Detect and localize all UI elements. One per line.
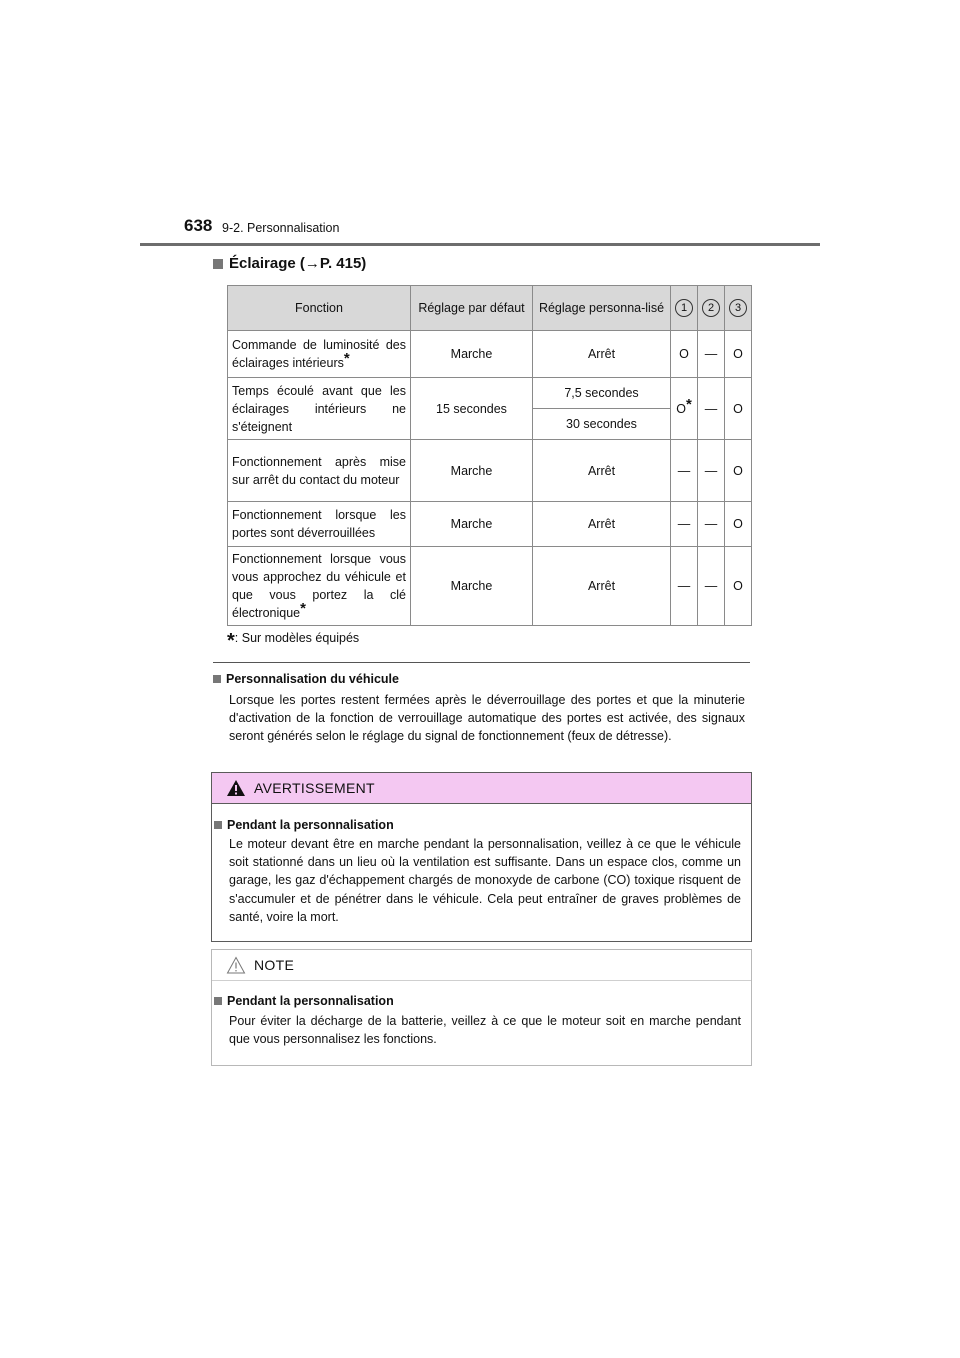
row-col-1: O	[671, 331, 698, 378]
row-col-2: —	[698, 547, 725, 626]
row-custom-option: 7,5 secondes	[533, 378, 671, 409]
row-function: Temps écoulé avant que les éclairages intérieurs ne s'éteignent	[228, 378, 411, 440]
row-default: Marche	[411, 440, 533, 502]
row-default: Marche	[411, 331, 533, 378]
asterisk-mark: *	[300, 600, 306, 617]
square-bullet-icon	[214, 997, 222, 1005]
row-custom: Arrêt	[533, 547, 671, 626]
row-col-3: O	[725, 331, 752, 378]
caution-triangle-icon	[226, 956, 246, 974]
section-heading	[213, 255, 366, 272]
row-col-3: O	[725, 378, 752, 440]
row-col-3: O	[725, 547, 752, 626]
header-col-1	[671, 286, 698, 331]
square-bullet-icon	[213, 675, 221, 683]
square-bullet-icon	[214, 821, 222, 829]
row-custom-option: 30 secondes	[533, 409, 671, 440]
footnote	[227, 630, 359, 653]
row-function: Commande de luminosité des éclairages intérieurs*	[228, 331, 411, 378]
warning-header	[212, 773, 751, 804]
footnote-asterisk: *	[227, 630, 235, 652]
note-text: Pour éviter la décharge de la batterie, veillez à ce que le moteur soit en marche pendant que vous personnalisez les fonctions.	[229, 1014, 741, 1047]
circled-number-1: 1	[675, 299, 693, 317]
row-col-2: —	[698, 331, 725, 378]
chapter-title: 9-2. Personnalisation	[222, 221, 340, 235]
table-row	[228, 378, 752, 409]
row-default: 15 secondes	[411, 378, 533, 440]
row-function: Fonctionnement lorsque les portes sont déverrouillées	[228, 502, 411, 547]
table-header-row	[228, 286, 752, 331]
row-custom: Arrêt	[533, 440, 671, 502]
page-number: 638	[184, 216, 213, 235]
circled-number-2: 2	[702, 299, 720, 317]
header-col-3	[725, 286, 752, 331]
row-function: Fonctionnement lorsque vous vous approchez du véhicule et que vous portez la clé électronique*	[228, 547, 411, 626]
row-col-2: —	[698, 440, 725, 502]
warning-subheading: Pendant la personnalisation	[214, 818, 394, 832]
row-custom: Arrêt	[533, 331, 671, 378]
row-function: Fonctionnement après mise sur arrêt du contact du moteur	[228, 440, 411, 502]
note-title: NOTE	[254, 957, 295, 973]
warning-triangle-icon	[226, 779, 246, 797]
row-col-1: —	[671, 502, 698, 547]
section-divider	[213, 662, 750, 663]
row-col-2: —	[698, 502, 725, 547]
circled-number-3: 3	[729, 299, 747, 317]
header-function: Fonction	[228, 286, 411, 331]
footnote-text: : Sur modèles équipés	[234, 631, 360, 645]
row-col-1: —	[671, 547, 698, 626]
warning-title: AVERTISSEMENT	[254, 780, 375, 796]
row-default: Marche	[411, 547, 533, 626]
vehicle-customization-heading: Personnalisation du véhicule	[213, 672, 399, 686]
asterisk-mark: *	[343, 350, 350, 367]
vehicle-customization-text: Lorsque les portes restent fermées après le déverrouillage des portes et que la minuterie d'activation de la fonction de verrouillage automatique des portes est activée, des signaux seront générés selon le réglage du signal de fonctionnement (feux de détresse).	[229, 693, 745, 744]
table-row	[228, 331, 752, 378]
row-col-3: O	[725, 502, 752, 547]
warning-box	[211, 772, 752, 942]
warning-text: Le moteur devant être en marche pendant la personnalisation, veillez à ce que le véhicule soit stationné dans un lieu où la ventilation est suffisante. Dans un espace clos, comme un garage, les gaz d'échappement chargés de monoxyde de carbone (CO) toxique risquent de s'accumuler et de pénétrer dans le véhicule. Cela peut entraîner de graves problèmes de santé, voire la mort.	[229, 837, 741, 924]
note-subheading: Pendant la personnalisation	[214, 994, 394, 1008]
settings-table	[227, 285, 752, 626]
row-default: Marche	[411, 502, 533, 547]
header-col-2	[698, 286, 725, 331]
section-heading-text: Éclairage (→P. 415)	[229, 255, 367, 272]
row-col-2: —	[698, 378, 725, 440]
header-default: Réglage par défaut	[411, 286, 533, 331]
row-col-1: —	[671, 440, 698, 502]
table-row	[228, 502, 752, 547]
table-row	[228, 547, 752, 626]
header-rule	[140, 243, 820, 246]
row-col-1: O*	[671, 378, 698, 440]
note-header	[212, 950, 751, 981]
row-col-3: O	[725, 440, 752, 502]
asterisk-mark: *	[685, 395, 692, 413]
square-bullet-icon	[213, 259, 223, 269]
row-custom: Arrêt	[533, 502, 671, 547]
note-box	[211, 949, 752, 1066]
header-custom: Réglage personna-lisé	[533, 286, 671, 331]
table-row	[228, 440, 752, 502]
